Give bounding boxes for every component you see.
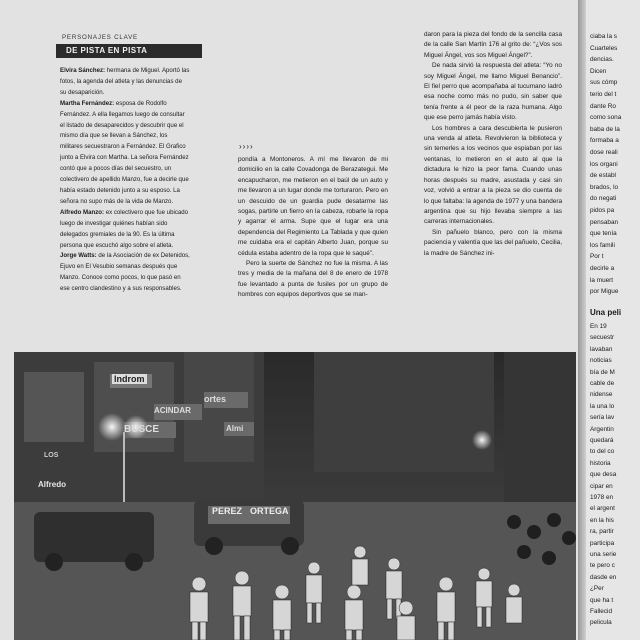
store-sign: ACINDAR (154, 406, 191, 415)
adjacent-page-line: En 19 (590, 323, 607, 330)
adjacent-page-line: noticias (590, 357, 612, 365)
article-paragraph: pondía a Montoneros. A mí me llevaron de mi domicilio en la calle Covadonga de Berazategui. Me encapucharon, me metieron en el baúl de un auto y me llevaron a un lugar donde me torturaron. Pero en un descuido de un guardia pude desatarme las sogas, partirle un fierro en la cabeza, robarle la ropa y agarrar el arma. Supe que el lugar era una dependencia del Regimiento La Tablada y que quien me cuidaba era el capitán Alberto Juan, porque su cédula estaba adentro de la ropa que le saqué”. (238, 156, 388, 257)
adjacent-page-line: Cuarteles (590, 44, 618, 52)
article-paragraph: De nada sirvió la respuesta del atleta: “Yo no soy Miguel Ángel, me llamo Miguel Benancio”. El fiel perro que acompañaba al tucumano ladró esa noche como más no pudo, sin saber que tenía frente a él peor de la raza humana. Algo que ese perro jamás había visto. (424, 62, 562, 122)
adjacent-page-line: do negati (590, 195, 617, 203)
adjacent-page-line: Argentin (590, 425, 614, 433)
sidebar-text (60, 66, 190, 295)
adjacent-page-line: pidos pa (590, 207, 615, 214)
bus-sign: PEREZ (212, 506, 243, 516)
adjacent-page-line: lavaban (590, 345, 613, 353)
store-sign: ortes (204, 394, 227, 404)
adjacent-page-line: Por t (590, 253, 604, 261)
adjacent-page-line: quedará (590, 437, 614, 444)
adjacent-page-line: Fallecid (590, 608, 613, 615)
adjacent-page-line: sus cómp (590, 79, 618, 87)
race-photo (14, 352, 576, 640)
adjacent-page-line: la una lo (590, 402, 615, 410)
adjacent-page-line: dante Ro (590, 102, 616, 110)
adjacent-page-line: la muert (590, 276, 614, 284)
adjacent-page-line: por Migue (590, 288, 619, 296)
adjacent-page-line: los famili (590, 241, 615, 249)
adjacent-page-line: ra, partir (590, 528, 614, 536)
sidebar-title: DE PISTA EN PISTA (56, 44, 202, 58)
adjacent-page-line: bía de M (590, 368, 615, 376)
adjacent-page-line: pensaban (590, 218, 619, 226)
article-column-middle (238, 155, 388, 301)
adjacent-page-line: que ha t (590, 596, 614, 604)
race-photo-illustration (14, 352, 576, 640)
sidebar-header (56, 32, 196, 60)
adjacent-page (586, 0, 640, 640)
adjacent-page-heading: Una peli (590, 308, 622, 317)
adjacent-page-line: baba de la (590, 125, 620, 133)
adjacent-page-line: cipar en (590, 482, 613, 490)
adjacent-page-line: historia (590, 459, 611, 467)
adjacent-page-line: decirle a (590, 265, 615, 272)
sidebar-entry: Alfredo Manzo: ex colectivero que fue ubicado luego de investigar quiénes habían sido delegados gremiales de la 90. Es la última persona que escuchó algo sobre el atleta. (60, 208, 189, 249)
adjacent-page-line: como sona (590, 114, 622, 122)
adjacent-page-line: nidense (590, 391, 613, 399)
article-paragraph: Sin pañuelo blanco, pero con la misma paciencia y valentía que las del pañuelo, Cecilia, la madre de Sánchez ini- (424, 228, 562, 257)
article-paragraph: daron para la pieza del fondo de la sencilla casa de la calle San Martín 176 al grito de: “¿Vos sos Miguel Ángel, vos sos Miguel Ángel?”. (424, 31, 562, 59)
adjacent-page-line: formaba a (590, 137, 619, 145)
adjacent-page-line: que tenía (590, 230, 617, 238)
adjacent-page-line: cable de (590, 380, 615, 387)
article-paragraph: Los hombres a cara descubierta le pusieron una venda al atleta. Revolvieron la biblioteca y sin temerles a los vecinos que espiaban por las ventanas, lo metieron en el auto al que la dictadura le hizo la peor fama. Cuando unas horas después su madre, asustada y casi sin voz, volvió a entrar a la pieza se dio cuenta de lo que faltaba: la agenda de 1977 y una bandera argentina que su hijo llevaba siempre a las carreras internacionales. (424, 124, 562, 226)
adjacent-page-line: ¿Per (590, 585, 604, 593)
adjacent-page-line: brados, lo (590, 183, 619, 191)
store-sign: BUSCE (124, 424, 160, 435)
continuation-arrows: ›››› (239, 142, 254, 151)
adjacent-page-line: dasde en (590, 573, 617, 581)
adjacent-page-line: dose reali (590, 149, 618, 156)
adjacent-page-line: participa (590, 539, 615, 547)
bus-sign: ORTEGA (250, 506, 289, 516)
page-gutter (578, 0, 586, 640)
adjacent-page-line: el argent (590, 505, 615, 513)
store-sign: lndrom (114, 374, 145, 384)
store-sign: LOS (44, 452, 59, 459)
adjacent-page-line: pelicula (590, 619, 612, 627)
adjacent-page-line: sería lav (590, 414, 615, 422)
adjacent-page-line: te pero c (590, 562, 615, 570)
adjacent-page-line: Dicen (590, 67, 607, 75)
article-column-right (424, 30, 562, 259)
sidebar-entry: Martha Fernández: esposa de Rodolfo Fernández. A ella llegamos luego de consultar el listado de desaparecidos y descubrir que el mismo día que se llevan a Sánchez, los militares secuestraron a Fernández. El Grafico junto a Elvira con Martha. La señora Fernández contó que a pocos días del secuestro, un colectivero de apellido Manzo, fue a decirle que había estado detenido junto a su esposo. La señora no supo más de la vida de Manzo. (60, 99, 189, 205)
sidebar-entry: Elvira Sánchez: hermana de Miguel. Aportó las fotos, la agenda del atleta y las denuncias de su desaparición. (60, 67, 190, 96)
adjacent-page-line: en la his (590, 516, 614, 524)
adjacent-page-line: de establ (590, 172, 616, 180)
adjacent-page-line: ciaba la s (590, 33, 617, 40)
adjacent-page-line: los organi (590, 160, 618, 168)
adjacent-page-line: una serie (590, 551, 617, 558)
adjacent-page-line: que desa (590, 471, 617, 479)
store-sign: Almi (226, 424, 244, 433)
adjacent-page-line: dencias. (590, 56, 614, 64)
sidebar-entry: Jorge Watts: de la Asociación de ex Detenidos, Ejuvo en El Vesubio semanas después que Manzo. Conoce como pocos, lo que pasó en ese centro clandestino y a sus responsables. (60, 252, 190, 293)
adjacent-page-line: 1978 en (590, 494, 614, 501)
adjacent-page-line: secuestr (590, 334, 615, 342)
adjacent-page-line: terio del t (590, 91, 617, 98)
adjacent-page-line: to del co (590, 448, 615, 456)
store-sign: Alfredo (38, 480, 66, 489)
sidebar-kicker: PERSONAJES CLAVE (62, 34, 138, 41)
article-paragraph: Pero la suerte de Sánchez no fue la misma. A las tres y media de la mañana del 8 de enero de 1978 fue levantado a punta de fusiles por un grupo de hombres con equipos deportivos que se man- (238, 260, 388, 299)
